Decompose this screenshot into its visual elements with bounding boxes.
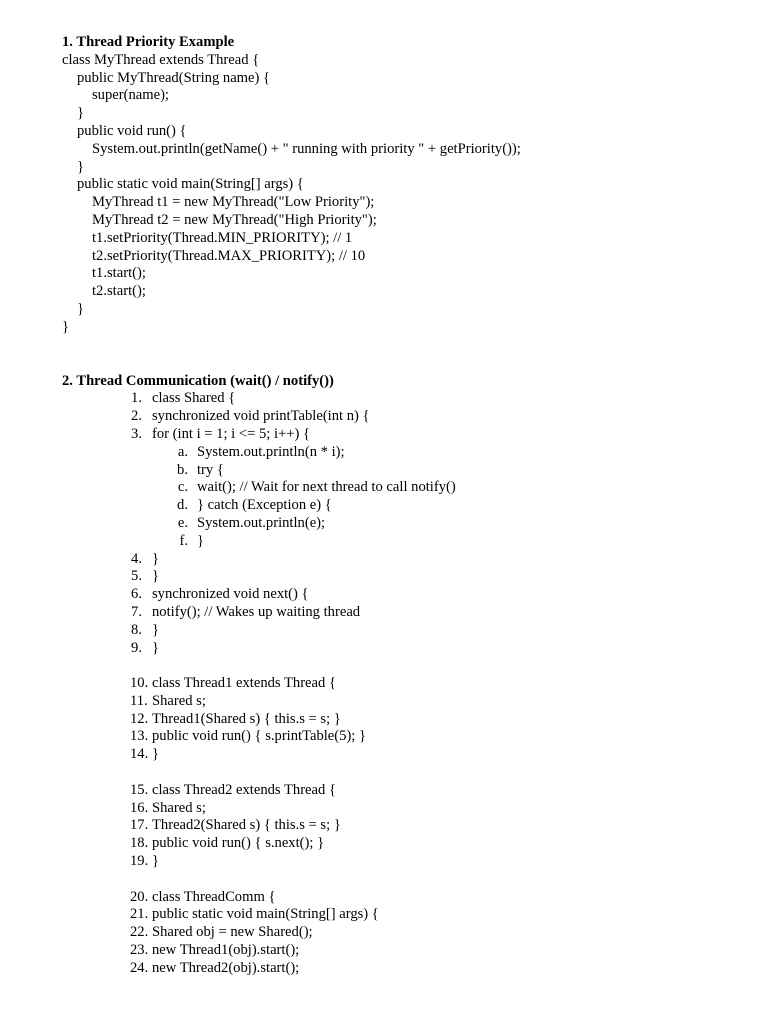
list-marker: 13. bbox=[130, 728, 149, 745]
list-item-text: wait(); // Wait for next thread to call notify() bbox=[197, 479, 456, 496]
list-item-text: class ThreadComm { bbox=[152, 888, 276, 905]
list-item bbox=[62, 640, 752, 658]
list-item-text: } bbox=[152, 639, 160, 656]
list-item bbox=[62, 906, 752, 924]
list-item bbox=[62, 604, 752, 622]
list-item bbox=[62, 408, 752, 426]
list-marker: 6. bbox=[131, 586, 142, 603]
list-item bbox=[62, 942, 752, 960]
code-line: } bbox=[77, 105, 85, 122]
list-marker: f. bbox=[179, 532, 188, 549]
section-2-heading: 2. Thread Communication (wait() / notify()) bbox=[62, 372, 334, 389]
list-item-text: } bbox=[152, 853, 160, 870]
code-line: class MyThread extends Thread { bbox=[62, 51, 260, 68]
list-marker: 23. bbox=[130, 942, 149, 959]
list-marker: 19. bbox=[130, 853, 149, 870]
section-2-list bbox=[62, 390, 752, 977]
list-item bbox=[62, 426, 752, 444]
code-line: super(name); bbox=[92, 87, 169, 104]
list-marker: 10. bbox=[130, 675, 149, 692]
list-marker: 1. bbox=[131, 390, 142, 407]
list-item-text: } bbox=[152, 621, 160, 638]
list-marker: 21. bbox=[130, 906, 149, 923]
list-item-text: class Thread2 extends Thread { bbox=[152, 781, 336, 798]
code-line: System.out.println(getName() + " running with priority " + getPriority()); bbox=[92, 140, 521, 157]
list-item-text: Shared s; bbox=[152, 799, 206, 816]
code-line: } bbox=[62, 318, 70, 335]
list-item bbox=[62, 693, 752, 711]
list-item bbox=[62, 551, 752, 569]
list-item-text: new Thread2(obj).start(); bbox=[152, 959, 300, 976]
list-item bbox=[62, 711, 752, 729]
section-1-heading: 1. Thread Priority Example bbox=[62, 34, 235, 50]
list-item-text: } catch (Exception e) { bbox=[197, 497, 332, 514]
list-item-text: } bbox=[152, 568, 160, 585]
list-marker: 5. bbox=[131, 568, 142, 585]
sub-list-item bbox=[62, 462, 752, 480]
list-marker: 20. bbox=[130, 888, 149, 905]
list-marker: 4. bbox=[131, 550, 142, 567]
list-item-text: new Thread1(obj).start(); bbox=[152, 942, 300, 959]
section-1-code bbox=[62, 52, 752, 337]
list-item-text: Thread1(Shared s) { this.s = s; } bbox=[152, 710, 341, 727]
list-item-text: } bbox=[152, 550, 160, 567]
list-marker: 8. bbox=[131, 621, 142, 638]
list-item bbox=[62, 889, 752, 907]
list-item bbox=[62, 782, 752, 800]
list-item-text: Shared s; bbox=[152, 692, 206, 709]
code-line: t2.start(); bbox=[92, 283, 146, 300]
list-marker: 11. bbox=[130, 692, 148, 709]
list-item bbox=[62, 586, 752, 604]
list-item-text: public static void main(String[] args) { bbox=[152, 906, 379, 923]
code-line: } bbox=[77, 300, 85, 317]
list-item-text: System.out.println(n * i); bbox=[197, 443, 345, 460]
list-item bbox=[62, 800, 752, 818]
code-line: t2.setPriority(Thread.MAX_PRIORITY); // 10 bbox=[92, 247, 366, 264]
list-item bbox=[62, 390, 752, 408]
list-item-text: public void run() { s.next(); } bbox=[152, 835, 325, 852]
list-marker: b. bbox=[177, 461, 188, 478]
list-marker: 24. bbox=[130, 959, 149, 976]
list-item-text: Thread2(Shared s) { this.s = s; } bbox=[152, 817, 341, 834]
list-item-text: Shared obj = new Shared(); bbox=[152, 924, 313, 941]
list-marker: 22. bbox=[130, 924, 149, 941]
list-item bbox=[62, 924, 752, 942]
document-body bbox=[62, 34, 752, 978]
list-item-text: System.out.println(e); bbox=[197, 514, 326, 531]
code-line: t1.setPriority(Thread.MIN_PRIORITY); // 1 bbox=[92, 229, 353, 246]
list-item-text: class Shared { bbox=[152, 390, 236, 407]
code-line: MyThread t2 = new MyThread("High Priority"); bbox=[92, 211, 377, 228]
list-marker: 3. bbox=[131, 425, 142, 442]
code-line: public MyThread(String name) { bbox=[77, 69, 271, 86]
list-item-text: synchronized void next() { bbox=[152, 586, 309, 603]
list-marker: e. bbox=[177, 514, 188, 531]
list-item bbox=[62, 568, 752, 586]
list-item-text: synchronized void printTable(int n) { bbox=[152, 408, 370, 425]
list-item bbox=[62, 622, 752, 640]
list-spacer bbox=[62, 657, 752, 675]
list-item bbox=[62, 960, 752, 978]
list-item bbox=[62, 853, 752, 871]
code-line: MyThread t1 = new MyThread("Low Priority"); bbox=[92, 194, 375, 211]
sub-list-item bbox=[62, 444, 752, 462]
list-marker: a. bbox=[177, 443, 188, 460]
code-line: public static void main(String[] args) { bbox=[77, 176, 304, 193]
sub-list-item bbox=[62, 497, 752, 515]
code-line: public void run() { bbox=[77, 122, 187, 139]
list-item bbox=[62, 817, 752, 835]
sub-list-item bbox=[62, 479, 752, 497]
list-item-text: for (int i = 1; i <= 5; i++) { bbox=[152, 425, 311, 442]
list-spacer bbox=[62, 871, 752, 889]
list-spacer bbox=[62, 764, 752, 782]
list-item-text: notify(); // Wakes up waiting thread bbox=[152, 603, 361, 620]
list-item-text: class Thread1 extends Thread { bbox=[152, 675, 336, 692]
list-item-text: } bbox=[152, 746, 160, 763]
code-line: t1.start(); bbox=[92, 265, 146, 282]
list-item-text: public void run() { s.printTable(5); } bbox=[152, 728, 367, 745]
list-item-text: } bbox=[197, 532, 205, 549]
list-item bbox=[62, 835, 752, 853]
list-marker: c. bbox=[177, 479, 188, 496]
list-item bbox=[62, 675, 752, 693]
list-item-text: try { bbox=[197, 461, 224, 478]
list-item bbox=[62, 728, 752, 746]
code-line: } bbox=[77, 158, 85, 175]
list-marker: 17. bbox=[130, 817, 149, 834]
list-marker: 9. bbox=[131, 639, 142, 656]
list-marker: 18. bbox=[130, 835, 149, 852]
list-marker: 14. bbox=[130, 746, 149, 763]
list-marker: d. bbox=[177, 497, 188, 514]
sub-list-item bbox=[62, 515, 752, 533]
sub-list-item bbox=[62, 533, 752, 551]
list-marker: 15. bbox=[130, 781, 149, 798]
list-marker: 7. bbox=[131, 603, 142, 620]
list-marker: 12. bbox=[130, 710, 149, 727]
list-item bbox=[62, 746, 752, 764]
section-divider bbox=[62, 337, 752, 373]
list-marker: 16. bbox=[130, 799, 149, 816]
list-marker: 2. bbox=[131, 408, 142, 425]
